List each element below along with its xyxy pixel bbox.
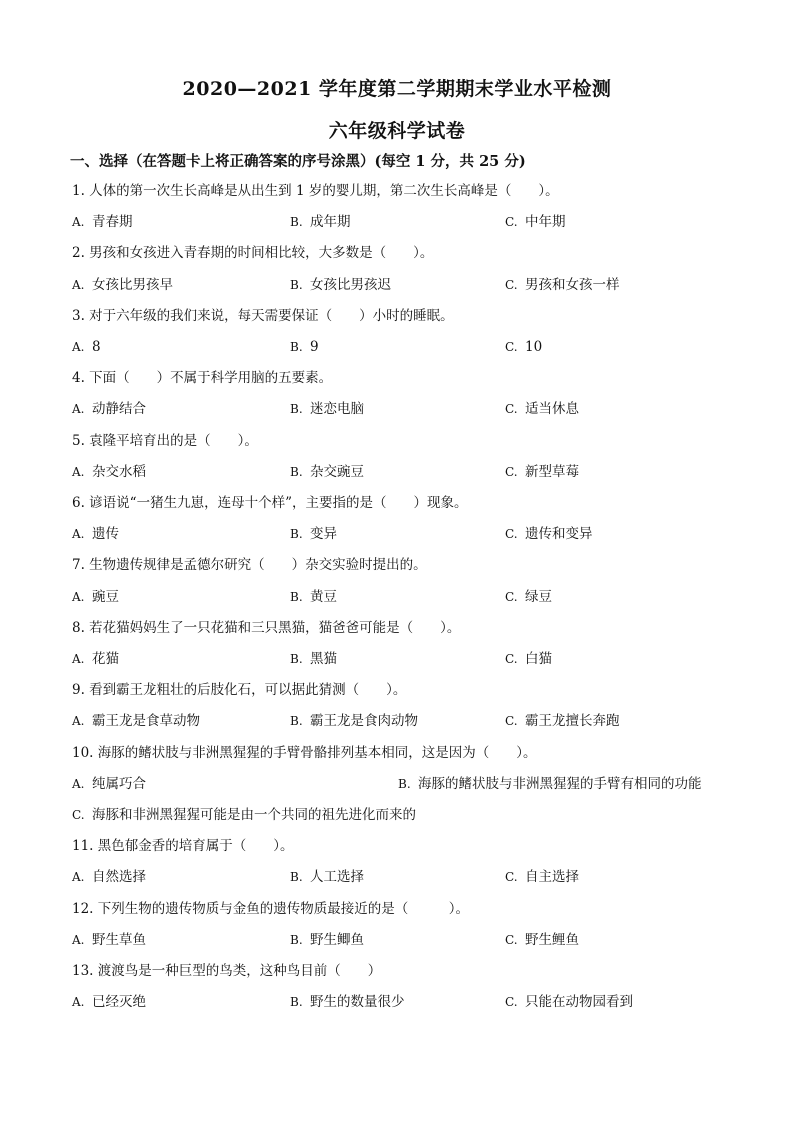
answer-option — [505, 463, 579, 481]
option-text: 已经灭绝 — [92, 994, 146, 1011]
option-letter: B. — [290, 714, 303, 729]
option-letter: C. — [505, 215, 518, 230]
option-text: 只能在动物园看到 — [525, 994, 633, 1011]
option-letter: A. — [72, 870, 85, 885]
option-letter: B. — [290, 870, 303, 885]
option-letter: C. — [505, 277, 518, 292]
option-text: 遗传和变异 — [525, 526, 593, 543]
option-text: 海豚的鳍状肢与非洲黑猩猩的手臂有相同的功能 — [418, 775, 702, 792]
option-letter: B. — [290, 277, 303, 292]
option-letter: B. — [290, 527, 303, 542]
option-text: 成年期 — [310, 214, 351, 231]
option-text: 10 — [525, 339, 543, 355]
option-text: 豌豆 — [92, 588, 119, 605]
option-text: 绿豆 — [525, 588, 552, 605]
option-text: 花猫 — [92, 651, 119, 667]
option-letter: A. — [72, 932, 85, 947]
answer-option — [72, 931, 146, 949]
option-text: 霸王龙是食草动物 — [92, 713, 200, 730]
option-text: 野生鲤鱼 — [525, 931, 579, 948]
answer-option — [290, 276, 391, 294]
answer-option — [505, 650, 552, 668]
answer-option — [505, 993, 633, 1011]
answer-option — [290, 993, 405, 1011]
option-text: 适当休息 — [525, 401, 579, 418]
option-text: 女孩比男孩迟 — [310, 276, 391, 293]
option-letter: B. — [290, 464, 303, 479]
answer-option — [72, 650, 119, 668]
option-text: 海豚和非洲黑猩猩可能是由一个共同的祖先进化而来的 — [92, 807, 416, 823]
option-text: 黑猫 — [310, 651, 337, 667]
question-stem: 11. 黑色郁金香的培育属于（ ）。 — [72, 838, 294, 855]
question-stem: 13. 渡渡鸟是一种巨型的鸟类，这种鸟目前（ ） — [72, 963, 382, 979]
option-letter: C. — [505, 527, 518, 542]
option-letter: A. — [72, 589, 85, 604]
question-stem: 5. 袁隆平培育出的是（ ）。 — [72, 432, 258, 449]
option-letter: A. — [72, 776, 85, 791]
option-letter: C. — [505, 652, 518, 666]
option-letter: A. — [72, 464, 85, 479]
option-text: 动静结合 — [92, 401, 146, 418]
option-text: 9 — [310, 339, 319, 355]
option-letter: A. — [72, 402, 85, 417]
option-text: 迷恋电脑 — [310, 401, 364, 418]
option-text: 霸王龙是食肉动物 — [310, 713, 418, 730]
answer-option — [505, 931, 579, 949]
option-letter: C. — [505, 589, 518, 604]
option-text: 野生鲫鱼 — [310, 931, 364, 948]
answer-option — [290, 868, 364, 886]
option-text: 自然选择 — [92, 869, 146, 886]
answer-option — [72, 588, 119, 606]
answer-option — [290, 400, 364, 418]
answer-option — [72, 775, 146, 793]
answer-option — [72, 712, 200, 730]
option-letter: A. — [72, 527, 85, 542]
option-text: 变异 — [310, 526, 337, 543]
answer-option — [72, 213, 133, 231]
answer-option — [290, 650, 337, 668]
option-text: 女孩比男孩早 — [92, 276, 173, 293]
option-letter: B. — [398, 776, 411, 791]
option-text: 8 — [92, 339, 101, 355]
option-letter: B. — [290, 995, 303, 1010]
option-letter: B. — [290, 402, 303, 417]
question-stem: 9. 看到霸王龙粗壮的后肢化石，可以据此猜测（ ）。 — [72, 682, 407, 699]
answer-option — [72, 338, 101, 356]
answer-option — [72, 276, 173, 294]
option-letter: C. — [505, 464, 518, 479]
option-text: 遗传 — [92, 526, 119, 543]
option-text: 杂交水稻 — [92, 463, 146, 480]
answer-option — [505, 868, 579, 886]
option-letter: C. — [505, 714, 518, 729]
answer-option — [290, 931, 364, 949]
section-heading: 一、选择（在答题卡上将正确答案的序号涂黑）(每空 1 分，共 25 分) — [70, 153, 526, 170]
option-text: 自主选择 — [525, 869, 579, 886]
option-text: 杂交豌豆 — [310, 463, 364, 480]
option-letter: C. — [505, 340, 518, 354]
option-letter: A. — [72, 277, 85, 292]
answer-option — [398, 775, 702, 793]
option-letter: C. — [505, 402, 518, 417]
answer-option — [72, 993, 146, 1011]
option-text: 野生的数量很少 — [310, 994, 405, 1011]
option-letter: A. — [72, 652, 85, 666]
question-stem: 7. 生物遗传规律是孟德尔研究（ ）杂交实验时提出的。 — [72, 557, 427, 574]
exam-subtitle: 六年级科学试卷 — [328, 120, 466, 142]
answer-option — [72, 806, 416, 824]
option-text: 中年期 — [525, 214, 566, 231]
answer-option — [72, 463, 146, 481]
answer-option — [290, 588, 337, 606]
option-letter: A. — [72, 995, 85, 1010]
answer-option — [505, 588, 552, 606]
option-letter: C. — [72, 808, 85, 822]
option-letter: A. — [72, 714, 85, 729]
option-text: 青春期 — [92, 214, 133, 231]
answer-option — [290, 213, 351, 231]
option-text: 白猫 — [525, 651, 552, 667]
option-text: 人工选择 — [310, 869, 364, 886]
option-letter: B. — [290, 340, 303, 354]
question-stem: 8. 若花猫妈妈生了一只花猫和三只黑猫，猫爸爸可能是（ ）。 — [72, 619, 461, 636]
option-text: 黄豆 — [310, 588, 337, 605]
answer-option — [290, 338, 319, 356]
question-stem: 10. 海豚的鳍状肢与非洲黑猩猩的手臂骨骼排列基本相同，这是因为（ ）。 — [72, 744, 537, 761]
option-letter: A. — [72, 215, 85, 230]
answer-option — [505, 276, 620, 294]
option-letter: B. — [290, 652, 303, 666]
option-letter: B. — [290, 932, 303, 947]
option-letter: C. — [505, 995, 518, 1010]
answer-option — [505, 712, 620, 730]
question-stem: 6. 谚语说“一猪生九崽，连母十个样”，主要指的是（ ）现象。 — [72, 495, 468, 511]
option-text: 新型草莓 — [525, 463, 579, 480]
answer-option — [290, 712, 418, 730]
question-stem: 2. 男孩和女孩进入青春期的时间相比较，大多数是（ ）。 — [72, 245, 434, 262]
option-letter: B. — [290, 589, 303, 604]
option-letter: C. — [505, 932, 518, 947]
answer-option — [72, 868, 146, 886]
question-stem: 3. 对于六年级的我们来说，每天需要保证（ ）小时的睡眠。 — [72, 307, 454, 324]
answer-option — [505, 338, 542, 356]
answer-option — [505, 400, 579, 418]
question-stem: 4. 下面（ ）不属于科学用脑的五要素。 — [72, 370, 333, 387]
question-stem: 12. 下列生物的遗传物质与金鱼的遗传物质最接近的是（ ）。 — [72, 900, 470, 917]
answer-option — [290, 463, 364, 481]
answer-option — [72, 400, 146, 418]
option-letter: A. — [72, 340, 85, 354]
answer-option — [72, 525, 119, 543]
option-text: 野生草鱼 — [92, 931, 146, 948]
option-text: 纯属巧合 — [92, 775, 146, 792]
question-stem: 1. 人体的第一次生长高峰是从出生到 1 岁的婴儿期，第二次生长高峰是（ ）。 — [72, 183, 559, 199]
answer-option — [505, 213, 566, 231]
option-letter: C. — [505, 870, 518, 885]
option-text: 霸王龙擅长奔跑 — [525, 713, 620, 730]
option-letter: B. — [290, 215, 303, 230]
exam-title: 2020—2021 学年度第二学期期末学业水平检测 — [182, 78, 612, 100]
answer-option — [505, 525, 593, 543]
option-text: 男孩和女孩一样 — [525, 276, 620, 293]
answer-option — [290, 525, 337, 543]
